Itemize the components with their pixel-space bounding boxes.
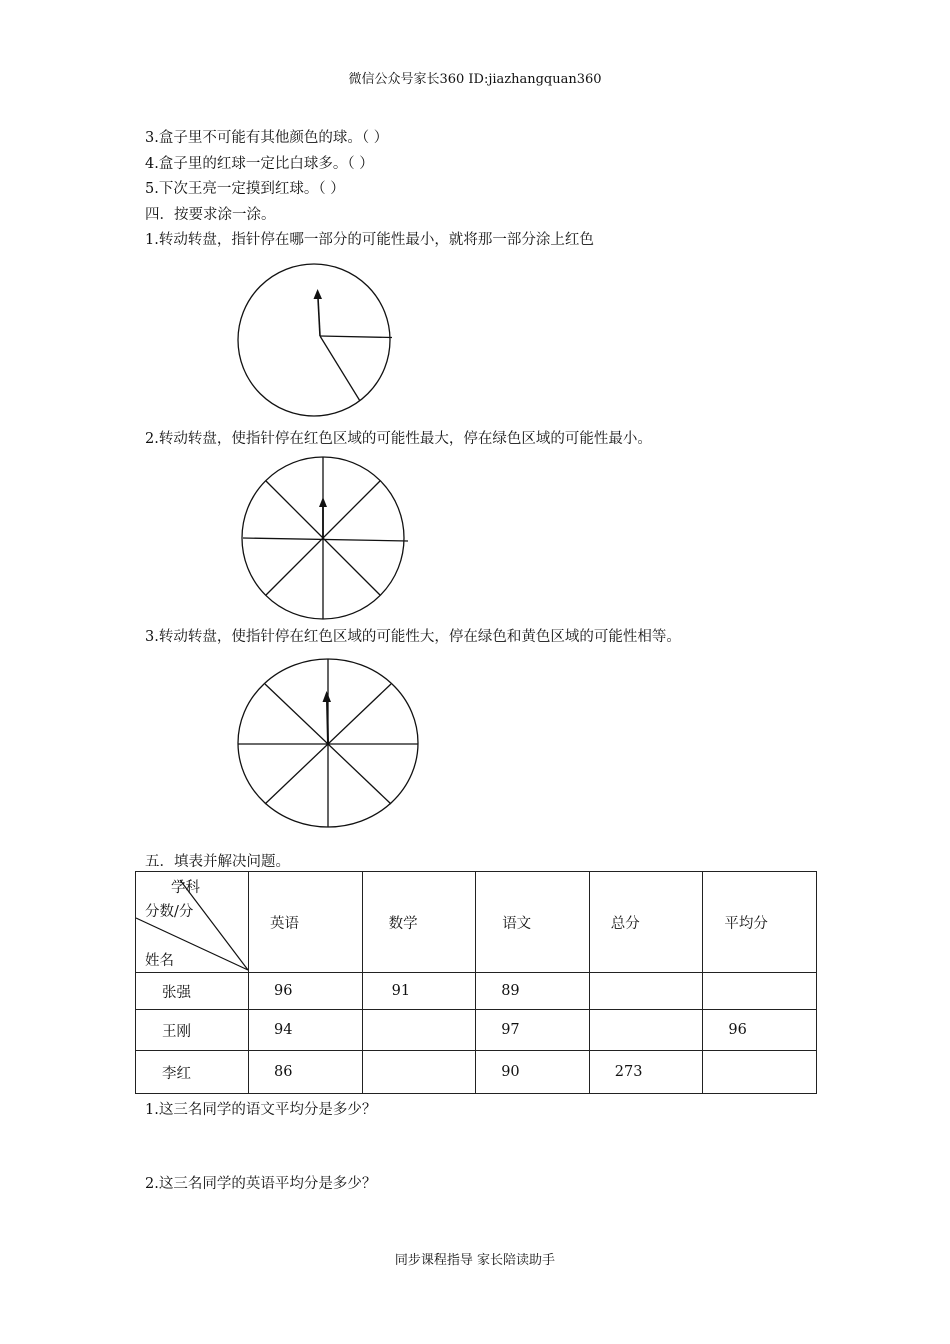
spinner-1-divider-lower bbox=[320, 336, 360, 401]
task-2-text: 2.转动转盘，使指针停在红色区域的可能性最大，停在绿色区域的可能性最小。 bbox=[145, 431, 652, 447]
spinner-1-pointer-shaft bbox=[318, 298, 320, 336]
table-row bbox=[136, 973, 817, 1010]
spinner-eight-sector-a bbox=[240, 454, 412, 626]
task-1-text: 1.转动转盘，指针停在哪一部分的可能性最小，就将那一部分涂上红色 bbox=[145, 232, 594, 248]
diagonal-label-subject: 学科 bbox=[171, 880, 200, 896]
spinner-1-divider-right bbox=[320, 336, 392, 338]
spinner-eight-sector-b bbox=[234, 656, 424, 832]
student-name-cell: 王刚 bbox=[136, 1010, 249, 1051]
column-header-chinese: 语文 bbox=[476, 872, 590, 973]
english-score-cell: 96 bbox=[249, 973, 363, 1010]
student-name-cell: 张强 bbox=[136, 973, 249, 1010]
column-header-total: 总分 bbox=[589, 872, 703, 973]
spinner-3-pointer-shaft bbox=[327, 700, 328, 743]
column-header-average: 平均分 bbox=[703, 872, 817, 973]
diagonal-header-cell bbox=[136, 872, 249, 973]
section-4-heading: 四．按要求涂一涂。 bbox=[145, 207, 276, 223]
total-score-cell: 273 bbox=[589, 1051, 703, 1094]
average-score-cell bbox=[703, 1051, 817, 1094]
task-3-text: 3.转动转盘，使指针停在红色区域的可能性大，停在绿色和黄色区域的可能性相等。 bbox=[145, 629, 681, 645]
total-score-cell bbox=[589, 973, 703, 1010]
table-row bbox=[136, 1051, 817, 1094]
spinner-1-outline bbox=[238, 264, 390, 416]
spinner-2-pointer-arrowhead bbox=[319, 497, 327, 507]
section-5-heading: 五．填表并解决问题。 bbox=[145, 854, 290, 870]
score-table bbox=[135, 871, 817, 1094]
english-score-cell: 86 bbox=[249, 1051, 363, 1094]
student-name-cell: 李红 bbox=[136, 1051, 249, 1094]
chinese-score-cell: 89 bbox=[476, 973, 590, 1010]
math-score-cell bbox=[362, 1051, 476, 1094]
column-header-math: 数学 bbox=[362, 872, 476, 973]
question-1-text: 1.这三名同学的语文平均分是多少？ bbox=[145, 1102, 377, 1118]
spinner-3-pointer-arrowhead bbox=[323, 691, 332, 702]
spinner-three-sector bbox=[230, 258, 400, 423]
table-row bbox=[136, 1010, 817, 1051]
spinner-1-pointer-arrowhead bbox=[314, 289, 323, 299]
math-score-cell: 91 bbox=[362, 973, 476, 1010]
total-score-cell bbox=[589, 1010, 703, 1051]
question-2-text: 2.这三名同学的英语平均分是多少？ bbox=[145, 1176, 377, 1192]
diagonal-label-name: 姓名 bbox=[145, 953, 174, 969]
chinese-score-cell: 90 bbox=[476, 1051, 590, 1094]
average-score-cell bbox=[703, 973, 817, 1010]
table-header-row bbox=[136, 872, 817, 973]
question-5-text: 5.下次王亮一定摸到红球。（ ） bbox=[145, 181, 345, 197]
page-header: 微信公众号家长360 ID:jiazhangquan360 bbox=[348, 72, 602, 87]
english-score-cell: 94 bbox=[249, 1010, 363, 1051]
diagonal-label-score: 分数/分 bbox=[145, 904, 194, 920]
question-4-text: 4.盒子里的红球一定比白球多。（ ） bbox=[145, 156, 374, 172]
average-score-cell: 96 bbox=[703, 1010, 817, 1051]
chinese-score-cell: 97 bbox=[476, 1010, 590, 1051]
math-score-cell bbox=[362, 1010, 476, 1051]
column-header-english: 英语 bbox=[249, 872, 363, 973]
question-3-text: 3.盒子里不可能有其他颜色的球。（ ） bbox=[145, 130, 389, 146]
page-footer: 同步课程指导 家长陪读助手 bbox=[394, 1253, 556, 1268]
